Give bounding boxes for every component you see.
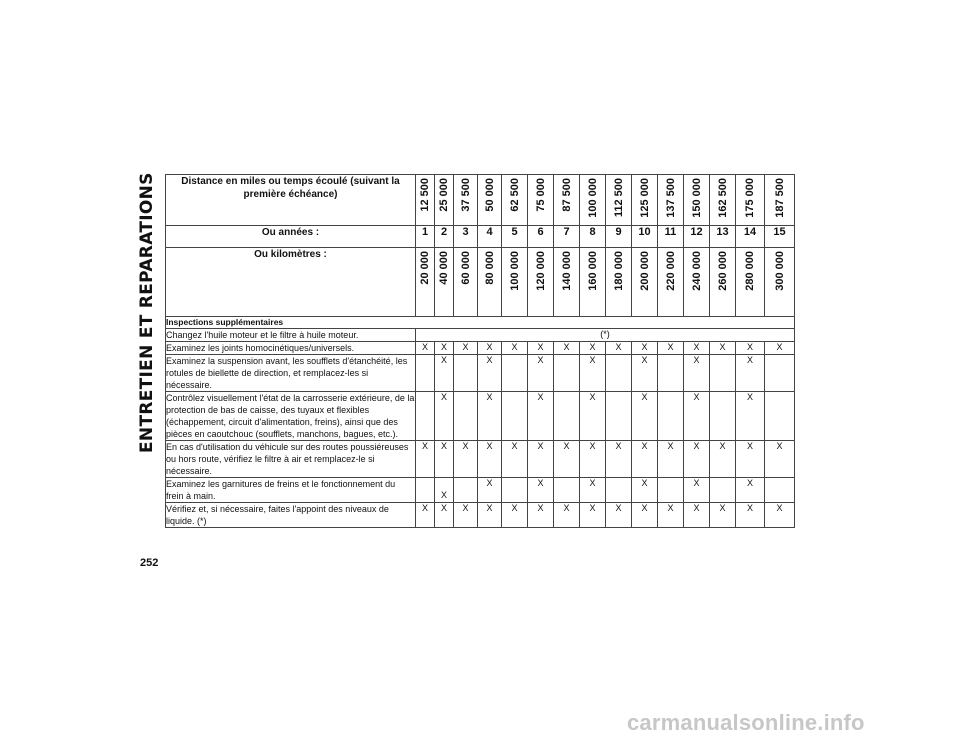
- km-cell: [478, 248, 502, 317]
- interval-mark: X: [606, 503, 632, 528]
- section-title: Inspections supplémentaires: [166, 317, 795, 329]
- interval-mark: X: [435, 392, 454, 441]
- year-cell: 6: [528, 226, 554, 248]
- maintenance-schedule-table: [165, 174, 795, 528]
- interval-mark: X: [684, 342, 710, 355]
- interval-mark: X: [528, 478, 554, 503]
- km-header-row: [166, 248, 795, 317]
- interval-mark: [658, 355, 684, 392]
- interval-mark: [554, 478, 580, 503]
- miles-value: 87 500: [560, 178, 573, 212]
- interval-mark: [606, 478, 632, 503]
- interval-mark: X: [658, 342, 684, 355]
- miles-value: 75 000: [534, 178, 547, 212]
- interval-mark: X: [710, 441, 736, 478]
- km-cell: [435, 248, 454, 317]
- year-cell: 15: [765, 226, 795, 248]
- interval-mark: [454, 355, 478, 392]
- interval-mark: X: [765, 503, 795, 528]
- interval-mark: X: [528, 392, 554, 441]
- interval-mark: X: [684, 441, 710, 478]
- interval-mark: X: [580, 441, 606, 478]
- interval-mark: X: [736, 478, 765, 503]
- interval-mark: X: [632, 355, 658, 392]
- interval-mark: X: [684, 503, 710, 528]
- interval-mark: [416, 478, 435, 503]
- miles-cell: [454, 175, 478, 226]
- miles-header-row: [166, 175, 795, 226]
- table-row: [166, 329, 795, 342]
- table-row: [166, 441, 795, 478]
- interval-mark: X: [435, 441, 454, 478]
- interval-mark: X: [502, 342, 528, 355]
- miles-value: 37 500: [459, 178, 472, 212]
- interval-mark: X: [435, 355, 454, 392]
- interval-mark: [606, 355, 632, 392]
- miles-cell: [684, 175, 710, 226]
- miles-cell: [632, 175, 658, 226]
- interval-mark: X: [454, 503, 478, 528]
- interval-mark: X: [435, 342, 454, 355]
- interval-mark: X: [478, 392, 502, 441]
- miles-value: 137 500: [664, 178, 677, 218]
- watermark: carmanualsonline.info: [627, 710, 865, 735]
- years-header-label: Ou années :: [166, 226, 416, 248]
- row-label: Examinez la suspension avant, les soufflets d'étanchéité, les rotules de biellette de direction, et remplacez-les si nécessaire.: [166, 355, 416, 392]
- interval-mark: [502, 355, 528, 392]
- year-cell: 8: [580, 226, 606, 248]
- miles-value: 50 000: [483, 178, 496, 212]
- miles-value: 175 000: [744, 178, 756, 218]
- table-row: [166, 342, 795, 355]
- km-cell: [658, 248, 684, 317]
- interval-mark: X: [710, 342, 736, 355]
- interval-mark: X: [502, 441, 528, 478]
- interval-mark: X: [478, 342, 502, 355]
- interval-mark: [710, 478, 736, 503]
- interval-mark: X: [710, 503, 736, 528]
- interval-mark: X: [554, 342, 580, 355]
- interval-mark: X: [554, 503, 580, 528]
- interval-mark: X: [580, 503, 606, 528]
- interval-mark: X: [478, 503, 502, 528]
- miles-cell: [710, 175, 736, 226]
- interval-mark: X: [416, 342, 435, 355]
- km-cell: [765, 248, 795, 317]
- km-cell: [736, 248, 765, 317]
- row-label: Examinez les garnitures de freins et le fonctionnement du frein à main.: [166, 478, 416, 503]
- km-cell: [632, 248, 658, 317]
- km-value: 40 000: [438, 251, 450, 285]
- miles-value: 187 500: [773, 178, 786, 218]
- interval-mark: X: [736, 441, 765, 478]
- interval-mark: X: [632, 342, 658, 355]
- miles-cell: [478, 175, 502, 226]
- miles-cell: [606, 175, 632, 226]
- interval-mark: X: [684, 392, 710, 441]
- km-value: 300 000: [773, 251, 786, 291]
- miles-value: 62 500: [508, 178, 521, 212]
- interval-mark: X: [632, 392, 658, 441]
- interval-mark: [454, 478, 478, 503]
- year-cell: 5: [502, 226, 528, 248]
- interval-mark: X: [632, 441, 658, 478]
- year-cell: 12: [684, 226, 710, 248]
- km-value: 280 000: [744, 251, 756, 291]
- row-label: Vérifiez et, si nécessaire, faites l'appoint des niveaux de liquide. (*): [166, 503, 416, 528]
- km-value: 180 000: [612, 251, 625, 291]
- interval-mark: X: [528, 355, 554, 392]
- interval-mark: [658, 392, 684, 441]
- miles-cell: [765, 175, 795, 226]
- miles-value: 125 000: [638, 178, 651, 218]
- year-cell: 3: [454, 226, 478, 248]
- km-value: 60 000: [459, 251, 472, 285]
- interval-mark: [502, 478, 528, 503]
- interval-mark: X: [554, 441, 580, 478]
- year-cell: 2: [435, 226, 454, 248]
- interval-mark: X: [580, 478, 606, 503]
- miles-value: 100 000: [586, 178, 599, 218]
- interval-mark: X: [606, 342, 632, 355]
- interval-mark: X: [736, 392, 765, 441]
- km-cell: [684, 248, 710, 317]
- km-value: 260 000: [716, 251, 729, 291]
- interval-mark: X: [658, 441, 684, 478]
- row-label: Changez l'huile moteur et le filtre à huile moteur.: [166, 329, 416, 342]
- km-cell: [416, 248, 435, 317]
- interval-mark: [765, 478, 795, 503]
- miles-cell: [435, 175, 454, 226]
- row-label: En cas d'utilisation du véhicule sur des routes poussiéreuses ou hors route, vérifiez le filtre à air et remplacez-le si nécessaire.: [166, 441, 416, 478]
- interval-mark: X: [416, 503, 435, 528]
- km-value: 240 000: [690, 251, 703, 291]
- interval-mark: X: [454, 342, 478, 355]
- interval-mark: X: [736, 355, 765, 392]
- km-cell: [580, 248, 606, 317]
- km-cell: [528, 248, 554, 317]
- year-cell: 14: [736, 226, 765, 248]
- table-row: [166, 478, 795, 503]
- row-label: Contrôlez visuellement l'état de la carrosserie extérieure, de la protection de bas de caisse, des tuyaux et flexibles (échappement, circuit d'alimentation, freins), ainsi que des pièces en caoutchouc (soufflets, manchons, bagues, etc.).: [166, 393, 415, 439]
- interval-mark: X: [684, 478, 710, 503]
- years-header-row: [166, 226, 795, 248]
- miles-cell: [580, 175, 606, 226]
- miles-cell: [554, 175, 580, 226]
- miles-value: 150 000: [690, 178, 703, 218]
- table-row: [166, 355, 795, 392]
- interval-mark: X: [528, 503, 554, 528]
- km-value: 100 000: [508, 251, 521, 291]
- miles-cell: [502, 175, 528, 226]
- interval-mark: [554, 355, 580, 392]
- interval-mark: [710, 355, 736, 392]
- interval-mark: X: [765, 441, 795, 478]
- interval-mark: [416, 355, 435, 392]
- year-cell: 1: [416, 226, 435, 248]
- row-label: Examinez les joints homocinétiques/universels.: [166, 342, 416, 355]
- km-value: 20 000: [419, 251, 431, 285]
- km-cell: [502, 248, 528, 317]
- miles-cell: [416, 175, 435, 226]
- interval-mark: X: [435, 478, 454, 503]
- year-cell: 13: [710, 226, 736, 248]
- interval-mark: X: [658, 503, 684, 528]
- miles-cell: [528, 175, 554, 226]
- miles-value: 112 500: [612, 178, 625, 218]
- table-row: [166, 503, 795, 528]
- interval-mark: X: [478, 478, 502, 503]
- miles-header-label: Distance en miles ou temps écoulé (suivant la première échéance): [166, 175, 416, 226]
- km-cell: [554, 248, 580, 317]
- miles-cell: [736, 175, 765, 226]
- interval-mark: [554, 392, 580, 441]
- interval-mark: [502, 392, 528, 441]
- miles-value: 12 500: [419, 178, 431, 212]
- km-cell: [710, 248, 736, 317]
- interval-mark: X: [606, 441, 632, 478]
- page-number: 252: [140, 557, 159, 569]
- km-value: 140 000: [560, 251, 573, 291]
- km-value: 220 000: [664, 251, 677, 291]
- miles-value: 25 000: [438, 178, 450, 212]
- interval-mark: X: [580, 342, 606, 355]
- chapter-title: ENTRETIEN ET REPARATIONS: [137, 172, 157, 453]
- table-row: [166, 392, 795, 441]
- interval-mark: [710, 392, 736, 441]
- interval-mark: [416, 392, 435, 441]
- interval-mark: X: [632, 503, 658, 528]
- interval-mark: X: [580, 392, 606, 441]
- miles-cell: [658, 175, 684, 226]
- interval-mark: X: [416, 441, 435, 478]
- interval-mark: X: [435, 503, 454, 528]
- interval-mark: X: [632, 478, 658, 503]
- year-cell: 7: [554, 226, 580, 248]
- year-cell: 9: [606, 226, 632, 248]
- interval-mark: [765, 355, 795, 392]
- interval-mark: [658, 478, 684, 503]
- row-note: (*): [416, 329, 795, 342]
- year-cell: 11: [658, 226, 684, 248]
- interval-mark: X: [528, 342, 554, 355]
- km-value: 80 000: [483, 251, 496, 285]
- interval-mark: [454, 392, 478, 441]
- interval-mark: X: [478, 441, 502, 478]
- km-value: 200 000: [638, 251, 651, 291]
- interval-mark: X: [736, 342, 765, 355]
- km-cell: [454, 248, 478, 317]
- year-cell: 4: [478, 226, 502, 248]
- interval-mark: X: [502, 503, 528, 528]
- interval-mark: X: [736, 503, 765, 528]
- interval-mark: X: [580, 355, 606, 392]
- interval-mark: [765, 392, 795, 441]
- km-cell: [606, 248, 632, 317]
- interval-mark: X: [765, 342, 795, 355]
- section-row: [166, 317, 795, 329]
- km-value: 160 000: [586, 251, 599, 291]
- km-header-label: Ou kilomètres :: [166, 248, 416, 317]
- interval-mark: [606, 392, 632, 441]
- km-value: 120 000: [534, 251, 547, 291]
- miles-value: 162 500: [716, 178, 729, 218]
- year-cell: 10: [632, 226, 658, 248]
- interval-mark: X: [528, 441, 554, 478]
- interval-mark: X: [454, 441, 478, 478]
- interval-mark: X: [478, 355, 502, 392]
- interval-mark: X: [684, 355, 710, 392]
